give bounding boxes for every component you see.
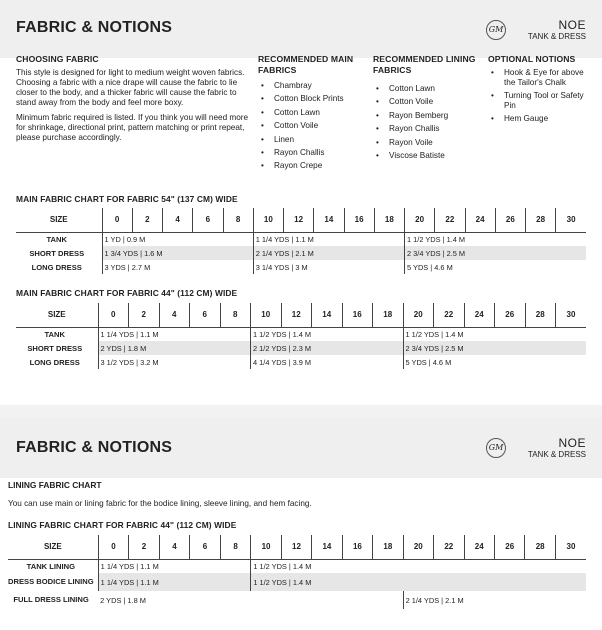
table-row xyxy=(16,355,586,369)
page-header xyxy=(0,0,602,58)
table-header-row xyxy=(16,303,586,327)
list-item: • Cotton Voile xyxy=(258,119,370,132)
table-cell: 1 1/4 YDS | 1.1 M xyxy=(98,559,251,573)
table-cell: 3 1/4 YDS | 3 M xyxy=(253,260,404,274)
table-cell: 3 1/2 YDS | 3.2 M xyxy=(98,355,251,369)
pattern-subtitle: TANK & DRESS xyxy=(527,32,586,41)
list-item: • Hem Gauge xyxy=(488,114,596,124)
lining-fabrics-section xyxy=(373,54,487,162)
table-cell: 5 YDS | 4.6 M xyxy=(405,260,587,274)
table-cell: 1 YD | 0.9 M xyxy=(102,232,253,246)
table-cell: 5 YDS | 4.6 M xyxy=(403,355,586,369)
size-cell: 10 xyxy=(253,208,283,232)
table-cell: 1 1/2 YDS | 1.4 M xyxy=(251,573,586,591)
choosing-fabric-section xyxy=(16,54,254,143)
size-cell: 2 xyxy=(129,535,160,559)
main-fabrics-section xyxy=(258,54,370,173)
table-cell: 2 YDS | 1.8 M xyxy=(98,341,251,355)
row-label: DRESS BODICE LINING xyxy=(8,573,98,591)
size-cell: 6 xyxy=(190,303,221,327)
table-cell: 2 1/2 YDS | 2.3 M xyxy=(251,341,404,355)
chart-54-table xyxy=(16,208,586,274)
table-cell: 2 3/4 YDS | 2.5 M xyxy=(403,341,586,355)
size-cell: 20 xyxy=(403,535,433,559)
list-item: • Linen xyxy=(258,133,370,146)
size-cell: 24 xyxy=(464,535,494,559)
size-cell: 8 xyxy=(223,208,253,232)
size-cell: 14 xyxy=(312,303,343,327)
page-2 xyxy=(0,418,602,630)
monogram-icon: GM xyxy=(486,438,506,458)
page-title: FABRIC & NOTIONS xyxy=(16,19,173,36)
size-cell: 4 xyxy=(159,535,190,559)
choosing-fabric-paragraph: This style is designed for light to medium weight woven fabrics. Choosing a fabric with a nice drape will cause the fabric to lie closer to the body, and a thicker fabric will cause the fabric to stand away from the body and feel more boxy. xyxy=(16,68,245,107)
row-label: TANK xyxy=(44,329,66,339)
table-row xyxy=(16,260,586,274)
main-fabrics-heading: RECOMMENDED MAIN FABRICS xyxy=(258,54,354,75)
table-cell: 1 1/2 YDS | 1.4 M xyxy=(403,327,586,341)
monogram-icon: GM xyxy=(486,20,506,40)
chart-44-title: MAIN FABRIC CHART FOR FABRIC 44" (112 CM) WIDE xyxy=(16,288,238,298)
size-cell: 8 xyxy=(220,303,251,327)
optional-notions-list xyxy=(488,68,596,124)
size-cell: 26 xyxy=(495,303,526,327)
list-item: • Turning Tool or Safety Pin xyxy=(488,91,596,110)
table-row xyxy=(8,591,586,609)
list-item: • Cotton Voile xyxy=(373,95,487,108)
table-row xyxy=(8,573,586,591)
row-label: LONG DRESS xyxy=(29,357,80,367)
list-item: • Rayon Bemberg xyxy=(373,109,487,122)
size-cell: 30 xyxy=(556,208,586,232)
list-item: • Chambray xyxy=(258,79,370,92)
table-cell: 1 1/2 YDS | 1.4 M xyxy=(251,327,404,341)
size-cell: 24 xyxy=(464,303,495,327)
table-cell: 2 1/4 YDS | 2.1 M xyxy=(253,246,404,260)
optional-notions-heading: OPTIONAL NOTIONS xyxy=(488,54,576,64)
size-cell: 26 xyxy=(495,208,525,232)
table-cell: 1 1/4 YDS | 1.1 M xyxy=(98,327,251,341)
size-cell: 6 xyxy=(193,208,223,232)
size-header: SIZE xyxy=(16,208,102,232)
list-item: • Cotton Block Prints xyxy=(258,92,370,105)
table-header-row xyxy=(16,208,586,232)
size-cell: 28 xyxy=(525,535,555,559)
pattern-name: NOE xyxy=(558,18,586,32)
size-cell: 4 xyxy=(163,208,193,232)
table-cell: 3 YDS | 2.7 M xyxy=(102,260,253,274)
page-title: FABRIC & NOTIONS xyxy=(16,439,173,456)
optional-notions-section xyxy=(488,54,596,128)
table-row xyxy=(8,559,586,573)
minimum-fabric-paragraph: Minimum fabric required is listed. If you think you will need more for shrinkage, directional print, pattern matching or print repeat, please purchase accordingly. xyxy=(16,113,249,142)
lining-chart-note: You can use main or lining fabric for the bodice lining, sleeve lining, and hem facing. xyxy=(8,499,312,508)
table-cell: 2 YDS | 1.8 M xyxy=(100,595,146,605)
size-cell: 24 xyxy=(465,208,495,232)
size-cell: 10 xyxy=(251,303,282,327)
lining-chart-table xyxy=(8,535,586,609)
size-cell: 18 xyxy=(373,535,403,559)
size-cell: 16 xyxy=(342,535,372,559)
size-cell: 14 xyxy=(314,208,344,232)
list-item: • Cotton Lawn xyxy=(373,82,487,95)
size-cell: 14 xyxy=(312,535,342,559)
list-item: • Rayon Challis xyxy=(373,122,487,135)
row-label: FULL DRESS LINING xyxy=(13,594,89,604)
main-fabrics-list xyxy=(258,79,370,173)
size-cell: 12 xyxy=(284,208,314,232)
size-cell: 2 xyxy=(132,208,162,232)
size-cell: 10 xyxy=(251,535,281,559)
list-item: • Viscose Batiste xyxy=(373,149,487,162)
size-cell: 18 xyxy=(374,208,404,232)
size-cell: 28 xyxy=(526,208,556,232)
size-cell: 4 xyxy=(159,303,190,327)
size-header: SIZE xyxy=(8,535,98,559)
row-label: SHORT DRESS xyxy=(16,341,98,355)
size-cell: 18 xyxy=(373,303,404,327)
row-label: SHORT DRESS xyxy=(16,246,102,260)
size-cell: 22 xyxy=(435,208,465,232)
brand-logo xyxy=(486,20,586,44)
size-cell: 0 xyxy=(98,535,129,559)
list-item: • Hook & Eye for above the Tailor's Chalk xyxy=(488,68,596,87)
lining-fabrics-heading: RECOMMENDED LINING FABRICS xyxy=(373,54,476,75)
row-label: LONG DRESS xyxy=(31,262,82,272)
table-row xyxy=(16,232,586,246)
table-cell: 1 1/2 YDS | 1.4 M xyxy=(251,559,586,573)
table-row xyxy=(16,327,586,341)
size-cell: 20 xyxy=(403,303,434,327)
table-cell: 1 1/4 YDS | 1.1 M xyxy=(98,573,251,591)
size-cell: 12 xyxy=(281,303,312,327)
list-item: • Rayon Challis xyxy=(258,146,370,159)
table-cell: 4 1/4 YDS | 3.9 M xyxy=(251,355,404,369)
size-cell: 22 xyxy=(434,535,464,559)
size-cell: 16 xyxy=(342,303,373,327)
chart-54-title: MAIN FABRIC CHART FOR FABRIC 54" (137 CM) WIDE xyxy=(16,194,238,204)
page-header xyxy=(0,418,602,478)
brand-logo xyxy=(486,438,586,462)
table-cell: 2 3/4 YDS | 2.5 M xyxy=(405,246,587,260)
lining-fabrics-list xyxy=(373,82,487,162)
list-item: • Cotton Lawn xyxy=(258,106,370,119)
size-cell: 16 xyxy=(344,208,374,232)
size-cell: 22 xyxy=(434,303,465,327)
table-cell: 1 3/4 YDS | 1.6 M xyxy=(102,246,253,260)
lining-chart-title: LINING FABRIC CHART FOR FABRIC 44" (112 CM) WIDE xyxy=(8,520,237,530)
size-cell: 12 xyxy=(281,535,311,559)
size-cell: 28 xyxy=(525,303,556,327)
pattern-name: NOE xyxy=(558,436,586,450)
choosing-fabric-heading: CHOOSING FABRIC xyxy=(16,54,99,64)
chart-44-table xyxy=(16,303,586,369)
table-header-row xyxy=(8,535,586,559)
row-label: TANK xyxy=(46,234,68,244)
size-cell: 30 xyxy=(556,303,587,327)
table-cell: 1 1/2 YDS | 1.4 M xyxy=(405,232,587,246)
lining-chart-heading: LINING FABRIC CHART xyxy=(8,480,102,490)
table-row xyxy=(16,341,586,355)
size-header: SIZE xyxy=(16,303,98,327)
size-cell: 0 xyxy=(102,208,132,232)
table-row xyxy=(16,246,586,260)
pattern-subtitle: TANK & DRESS xyxy=(527,450,586,459)
size-cell: 2 xyxy=(129,303,160,327)
size-cell: 30 xyxy=(555,535,586,559)
row-label: TANK LINING xyxy=(26,561,76,571)
list-item: • Rayon Crepe xyxy=(258,159,370,172)
size-cell: 20 xyxy=(405,208,435,232)
list-item: • Rayon Voile xyxy=(373,136,487,149)
size-cell: 26 xyxy=(494,535,524,559)
size-cell: 8 xyxy=(220,535,251,559)
size-cell: 0 xyxy=(98,303,129,327)
size-cell: 6 xyxy=(190,535,221,559)
table-cell: 1 1/4 YDS | 1.1 M xyxy=(253,232,404,246)
table-cell: 2 1/4 YDS | 2.1 M xyxy=(403,591,586,609)
